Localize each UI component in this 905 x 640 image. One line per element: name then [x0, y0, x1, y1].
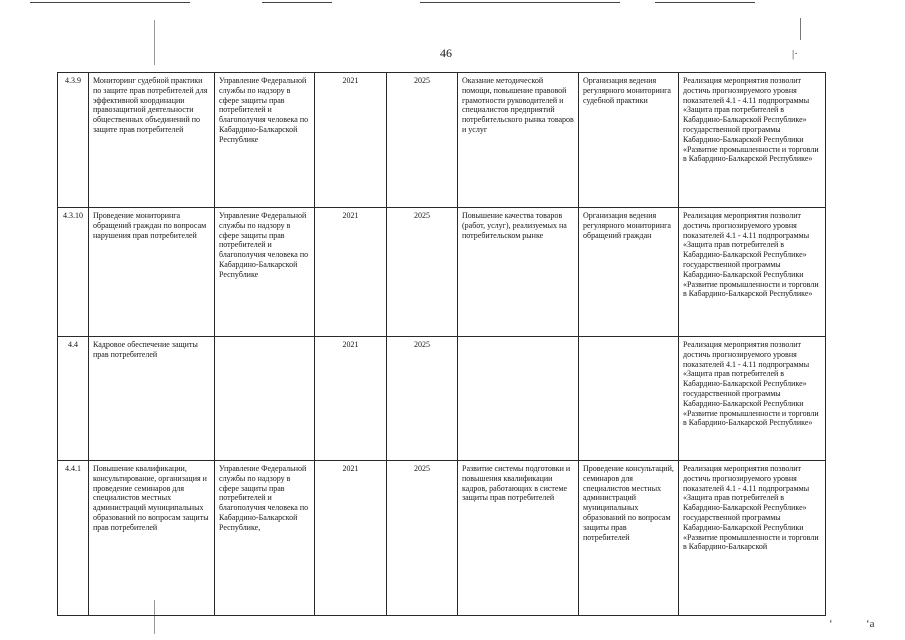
scan-edge-line	[262, 2, 332, 3]
table-row	[58, 208, 826, 337]
start-year: 2021	[315, 337, 387, 461]
expected-result: Повышение качества товаров (работ, услуг), реализуемых на потребительском рынке	[458, 208, 579, 337]
table-row	[58, 461, 826, 616]
end-year: 2025	[387, 461, 458, 616]
item-number: 4.3.10	[58, 208, 89, 337]
measure-title: Кадровое обеспечение защиты прав потребителей	[89, 337, 215, 461]
start-year: 2021	[315, 208, 387, 337]
table-row	[58, 337, 826, 461]
scan-edge-line	[655, 2, 755, 3]
main-directions: Организация ведения регулярного мониторинга обращений граждан	[579, 208, 679, 337]
expected-result	[458, 337, 579, 461]
measures-table	[57, 72, 826, 616]
scan-mark-top-right: |·	[792, 48, 798, 60]
responsible-executor: Управление Федеральной службы по надзору в сфере защиты прав потребителей и благополучия человека по Кабардино-Балкарской Республике	[215, 73, 315, 208]
expected-result: Развитие системы подготовки и повышения квалификации кадров, работающих в системе защиты прав потребителей	[458, 461, 579, 616]
scan-mark-bottom: ʻa	[866, 618, 875, 630]
indicator-link: Реализация мероприятия позволит достичь прогнозируемого уровня показателей 4.1 - 4.11 подпрограммы «Защита прав потребителей в Кабардино-Балкарской Республике» государственной программы Кабардино-Балкарской Республики «Развитие промышленности и торговли в Кабардино-Балкарской Республике»	[679, 208, 826, 337]
scan-artifact-line	[154, 20, 155, 65]
item-number: 4.4.1	[58, 461, 89, 616]
main-directions: Проведение консультаций, семинаров для специалистов местных администраций муниципальных образований по вопросам защиты прав потребителей	[579, 461, 679, 616]
measure-title: Повышение квалификации, консультирование, организация и проведение семинаров для специалистов местных администраций муниципальных образований по вопросам защиты прав потребителей	[89, 461, 215, 616]
page-number: 46	[440, 46, 452, 60]
scan-edge-line	[30, 2, 190, 3]
expected-result: Оказание методической помощи, повышение правовой грамотности руководителей и специалистов предприятий потребительского рынка товаров и услуг	[458, 73, 579, 208]
responsible-executor: Управление Федеральной службы по надзору в сфере защиты прав потребителей и благополучия человека по Кабардино-Балкарской Республике,	[215, 461, 315, 616]
measure-title: Мониторинг судебной практики по защите прав потребителей для эффективной координации правозащитной деятельности общественных объединений по защите прав потребителей	[89, 73, 215, 208]
indicator-link: Реализация мероприятия позволит достичь прогнозируемого уровня показателей 4.1 - 4.11 подпрограммы «Защита прав потребителей в Кабардино-Балкарской Республике» государственной программы Кабардино-Балкарской Республики «Развитие промышленности и торговли в Кабардино-Балкарской Республике»	[679, 337, 826, 461]
main-directions: Организация ведения регулярного мониторинга судебной практики	[579, 73, 679, 208]
item-number: 4.3.9	[58, 73, 89, 208]
end-year: 2025	[387, 337, 458, 461]
scan-mark-bottom: ʻ	[829, 618, 833, 630]
scan-artifact-line	[800, 18, 801, 40]
start-year: 2021	[315, 73, 387, 208]
main-directions	[579, 337, 679, 461]
end-year: 2025	[387, 208, 458, 337]
end-year: 2025	[387, 73, 458, 208]
indicator-link: Реализация мероприятия позволит достичь прогнозируемого уровня показателей 4.1 - 4.11 подпрограммы «Защита прав потребителей в Кабардино-Балкарской Республике» государственной программы Кабардино-Балкарской Республики «Развитие промышленности и торговли в Кабардино-Балкарской Республике»	[679, 73, 826, 208]
responsible-executor	[215, 337, 315, 461]
indicator-link: Реализация мероприятия позволит достичь прогнозируемого уровня показателей 4.1 - 4.11 подпрограммы «Защита прав потребителей в Кабардино-Балкарской Республике» государственной программы Кабардино-Балкарской Республики «Развитие промышленности и торговли в Кабардино-Балкарской	[679, 461, 826, 616]
scan-edge-line	[420, 2, 620, 3]
start-year: 2021	[315, 461, 387, 616]
table-row	[58, 73, 826, 208]
measure-title: Проведение мониторинга обращений граждан по вопросам нарушения прав потребителей	[89, 208, 215, 337]
responsible-executor: Управление Федеральной службы по надзору в сфере защиты прав потребителей и благополучия человека по Кабардино-Балкарской Республике	[215, 208, 315, 337]
item-number: 4.4	[58, 337, 89, 461]
